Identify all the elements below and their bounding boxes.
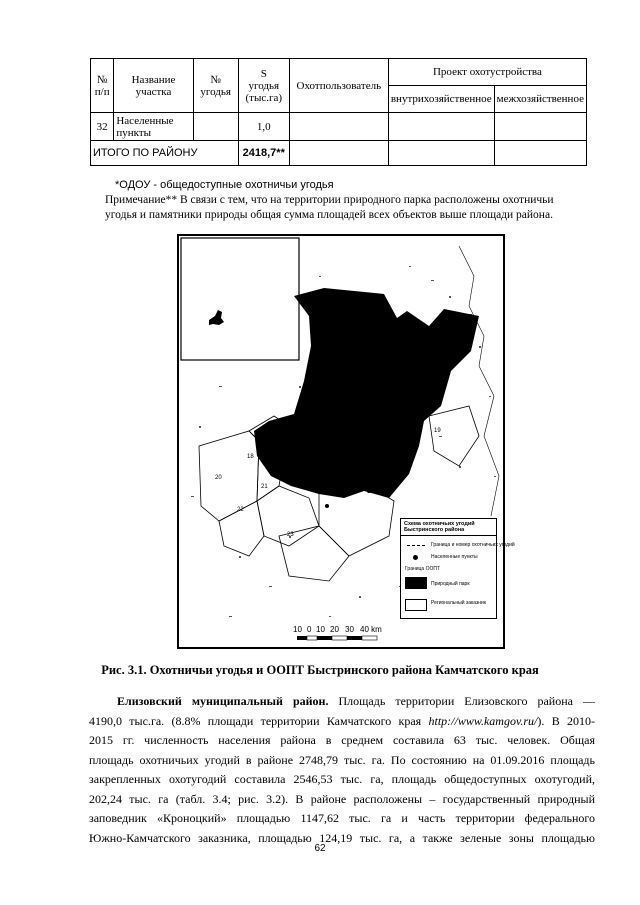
settlement-icon [413,555,418,560]
header-user: Охотпользователь [289,59,388,113]
area-label-18: 18 [247,454,254,460]
area-label-19: 19 [434,428,441,434]
page-number: 62 [314,843,326,854]
map-figure [177,234,515,649]
row-intereco [494,113,586,141]
header-num: № п/п [91,59,114,113]
figure-caption: Рис. 3.1. Охотничьи угодья и ООПТ Быстринского района Камчатского края [101,663,539,677]
scale-label: 30 [345,625,354,634]
map-legend [400,518,515,619]
legend-item-protected-boundary: Граница ООПТ [405,566,441,572]
row-internal [388,113,494,141]
table-row [91,113,587,141]
legend-item-reserve: Региональный заказник [431,600,487,606]
scale-label: 10 [316,625,325,634]
row-area-num [193,113,238,141]
hunting-area-19 [429,406,479,466]
header-name: Название участка [114,59,193,113]
row-name: Населенные пункты [114,113,193,141]
settlement-marker [367,489,371,493]
legend-item-boundary: Граница и номер охотничьих угодий [431,542,515,548]
row-num: 32 [91,113,114,141]
total-label: ИТОГО ПО РАЙОНУ [91,141,239,166]
scale-label: 40 km [360,625,382,634]
area-label-22: 22 [237,507,244,513]
header-area-num: № угодья [193,59,238,113]
header-area-size: S угодья (тыс.га) [238,59,289,113]
odou-note: *ОДОУ - общедоступные охотничьи угодья [115,179,334,191]
legend-item-park: Природный парк [431,581,470,587]
total-row [91,141,587,166]
total-value: 2418,7** [238,141,289,166]
remark-line-2: угодья и памятники природы общая сумма площадей всех объектов выше площади района. [105,209,553,221]
settlement-marker [325,504,329,508]
header-internal: внутрихозяйственное [388,86,494,113]
hunting-areas-table [90,58,587,166]
boundary-line-icon [407,545,425,549]
legend-title: Схема охотничьих угодий Быстринского района [401,519,496,536]
scale-bar [297,636,377,640]
header-intereco: межхозяйственное [494,86,586,113]
area-label-23: 23 [287,532,294,538]
park-swatch-icon [405,577,427,589]
scale-label: 10 [293,625,302,634]
body-paragraph: Елизовский муниципальный район. Площадь территории Елизовского района — 4190,0 тыс.га. (8.8% площади территории Камчатского края http://www.kamgov.ru/). В 2010- 2015 гг. численность населения района в среднем составила 63 тыс. человек. Общая площадь охотничьих угодий в районе 2748,79 тыс. га. По состоянию на 01.09.2016 площадь закрепленных охотугодий составила 2546,53 тыс. га, площадь общедоступных охотугодий, 202,24 тыс. га (табл. 3.4; рис. 3.2). В районе расположены – государственный природный заповедник «Кроноцкий» площадью 1147,62 тыс. га и часть территории федерального Южно-Камчатского заказника, площадью 124,19 тыс. га, а также зеленые зоны площадью [89,694,595,845]
remark-line-1: Примечание** В связи с тем, что на территории природного парка расположены охотничьи [105,194,554,206]
row-area: 1,0 [238,113,289,141]
row-user [289,113,388,141]
hunting-area-20 [199,431,259,521]
area-label-21: 21 [261,484,268,490]
area-label-20: 20 [215,475,222,481]
legend-item-settlements: Населенные пункты [431,554,478,560]
section-heading: Елизовский муниципальный район. [117,694,329,708]
header-project: Проект охотустройства [388,59,586,86]
scale-label: 0 [307,625,312,634]
reserve-swatch-icon [405,599,427,611]
source-link[interactable]: http://www.kamgov.ru/ [428,713,538,728]
scale-label: 20 [330,625,339,634]
